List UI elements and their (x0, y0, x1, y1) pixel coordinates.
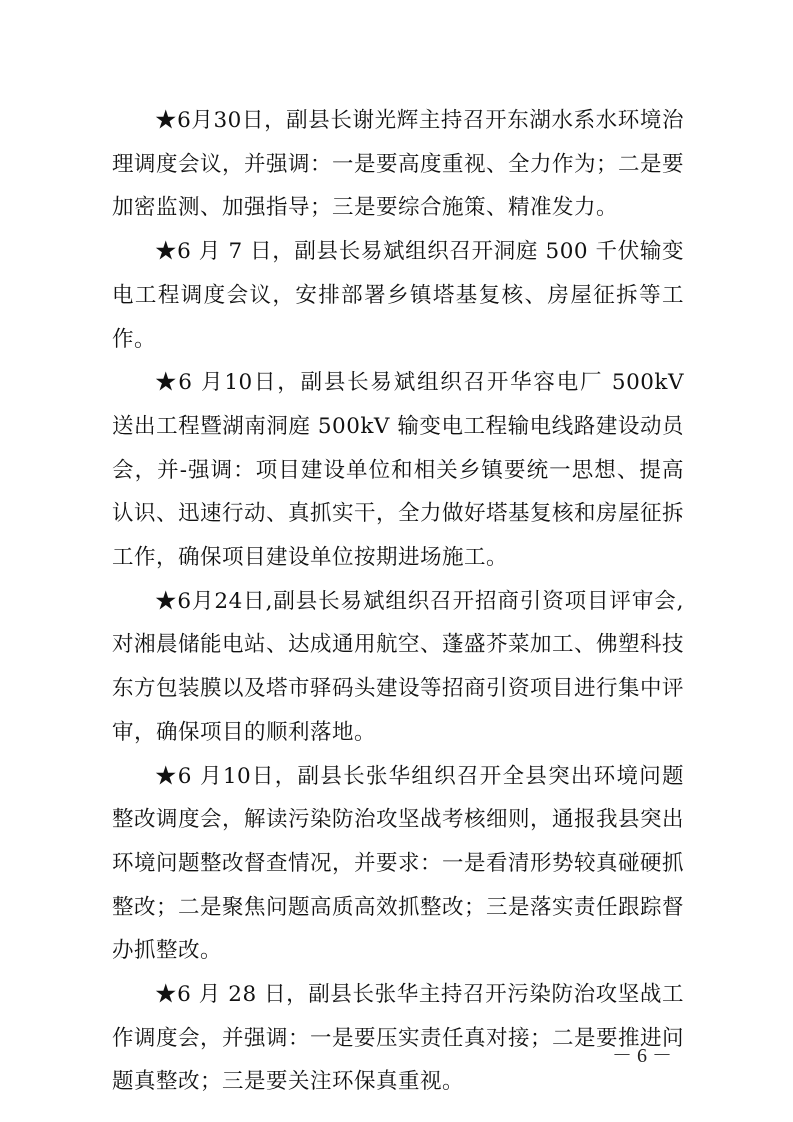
paragraph-water-environment-meeting: ★6月30日，副县长谢光辉主持召开东湖水系水环境治理调度会议，并强调：一是要高度重视、全力作为；二是要加密监测、加强指导；三是要综合施策、精准发力。 (112, 108, 685, 221)
page-number: － 6 － (612, 1045, 672, 1067)
document-body (112, 99, 684, 1104)
paragraph-environment-rectification: ★6 月10日，副县长张华组织召开全县突出环境问题整改调度会，解读污染防治攻坚战考核细则，通报我县突出环境问题整改督查情况，并要求：一是看清形势较真碰硬抓整改；二是聚焦问题高质高效抓整改；三是落实责任跟踪督办抓整改。 (112, 763, 685, 964)
paragraph-pollution-control-meeting: ★6 月 28 日，副县长张华主持召开污染防治攻坚战工作调度会，并强调：一是要压实责任真对接；二是要推进问题真整改；三是要关注环保真重视。 (112, 982, 685, 1095)
paragraph-power-line-mobilization: ★6 月10日，副县长易斌组织召开华容电厂 500kV 送出工程暨湖南洞庭 500kV 输变电工程输电线路建设动员会，并-强调：项目建设单位和相关乡镇要统一思想、提高认识、迅速行动、真抓实干，全力做好塔基复核和房屋征拆工作，确保项目建设单位按期进场施工。 (112, 370, 685, 571)
paragraph-transmission-project-meeting: ★6 月 7 日，副县长易斌组织召开洞庭 500 千伏输变电工程调度会议，安排部署乡镇塔基复核、房屋征拆等工作。 (112, 239, 684, 352)
paragraph-investment-review: ★6月24日,副县长易斌组织召开招商引资项目评审会,对湘晨储能电站、达成通用航空、蓬盛芥菜加工、佛塑科技东方包装膜以及塔市驿码头建设等招商引资项目进行集中评审，确保项目的顺利落地。 (112, 588, 685, 745)
